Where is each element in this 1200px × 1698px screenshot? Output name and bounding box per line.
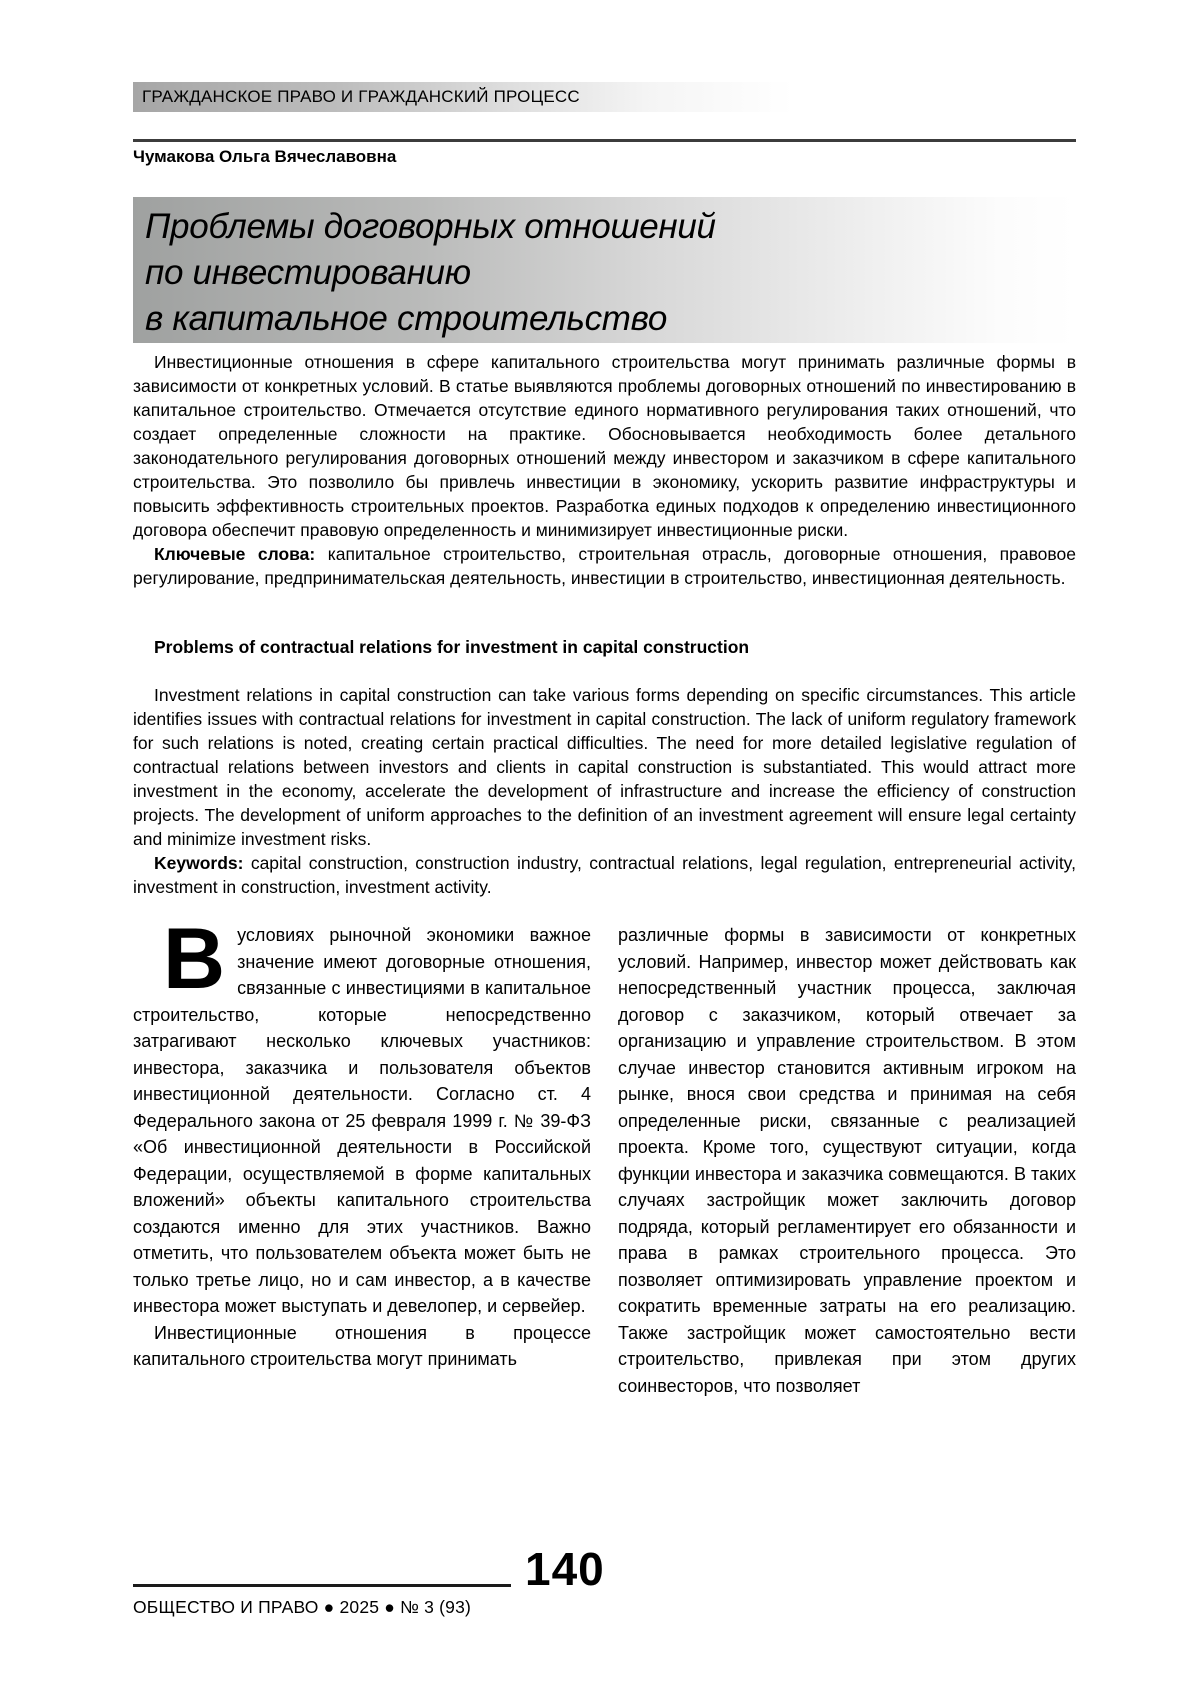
keywords-english-text: capital construction, construction industry, contractual relations, legal regulation, entrepreneurial activity, investment in construction, investment activity. [133, 853, 1076, 897]
left-column-paragraph-2: Инвестиционные отношения в процессе капитального строительства могут принимать [133, 1322, 591, 1369]
title-line-3: в капитальное строительство [145, 299, 667, 338]
left-column-paragraph-1 [133, 911, 591, 1320]
title-line-2: по инвестированию [145, 253, 471, 292]
keywords-russian-text: капитальное строительство, строительная отрасль, договорные отношения, правовое регулирование, предпринимательская деятельность, инвестиции в строительство, инвестиционная деятельность. [133, 544, 1076, 588]
abstract-russian [133, 350, 1076, 590]
article-title-block [133, 197, 1076, 343]
title-line-1: Проблемы договорных отношений [145, 207, 716, 246]
section-header-label: ГРАЖДАНСКОЕ ПРАВО И ГРАЖДАНСКИЙ ПРОЦЕСС [142, 87, 580, 106]
english-title: Problems of contractual relations for investment in capital construction [154, 637, 750, 657]
keywords-russian [133, 542, 1076, 590]
left-column [133, 911, 591, 1399]
abstract-english [133, 683, 1076, 899]
journal-line: ОБЩЕСТВО И ПРАВО ● 2025 ● № 3 (93) [133, 1597, 472, 1617]
footer-rule [133, 1584, 511, 1587]
abstract-english-text: Investment relations in capital construction can take various forms depending on specific circumstances. This article identifies issues with contractual relations for investment in capital construction. The lack of uniform regulatory framework for such relations is noted, creating certain practical difficulties. The need for more detailed legislative regulation of contractual relations between investors and clients in capital construction is substantiated. This would attract more investment in the economy, accelerate the development of infrastructure and increase the efficiency of construction projects. The development of uniform approaches to the definition of an investment agreement will ensure legal certainty and minimize investment risks. [133, 685, 1076, 849]
section-header-bar [133, 82, 1076, 112]
keywords-english-label: Keywords: [154, 853, 244, 873]
abstract-russian-text: Инвестиционные отношения в сфере капитального строительства могут принимать различные формы в зависимости от конкретных условий. В статье выявляются проблемы договорных отношений по инвестированию в капитальное строительство. Отмечается отсутствие единого нормативного регулирования таких отношений, что создает определенные сложности на практике. Обосновывается необходимость более детального законодательного регулирования договорных отношений между инвестором и заказчиком в сфере капитального строительства. Это позволило бы привлечь инвестиции в экономику, ускорить развитие инфраструктуры и повысить эффективность строительных проектов. Разработка единых подходов к определению инвестиционного договора обеспечит правовую определенность и минимизирует инвестиционные риски. [133, 352, 1076, 540]
drop-cap: В [163, 911, 226, 1007]
left-column-paragraph-1-text: условиях рыночной экономики важное значение имеют договорные отношения, связанные с инвестициями в капитальное строительство, которые непосредственно затрагивают несколько ключевых участников: инвестора, заказчика и пользователя объектов инвестиционной деятельности. Согласно ст. 4 Федерального закона от 25 февраля 1999 г. № 39-ФЗ «Об инвестиционной деятельности в Российской Федерации, осуществляемой в форме капитальных вложений» объекты капитального строительства создаются именно для этих участников. Важно отметить, что пользователем объекта может быть не только третье лицо, но и сам инвестор, а в качестве инвестора может выступать и девелопер, и сервейер. [133, 925, 591, 1316]
author-name: Чумакова Ольга Вячеславовна [133, 147, 397, 166]
page-footer [133, 1543, 1076, 1618]
page-content [133, 0, 1076, 1399]
page-number: 140 [525, 1543, 605, 1595]
body-columns [133, 911, 1076, 1399]
keywords-russian-label: Ключевые слова: [154, 544, 316, 564]
right-column [618, 922, 1076, 1399]
footer-row [133, 1543, 1076, 1595]
header-divider [133, 139, 1076, 142]
right-column-paragraph-1: различные формы в зависимости от конкретных условий. Например, инвестор может действовать как непосредственный участник процесса, заключая договор с заказчиком, который отвечает за организацию и управление строительством. В этом случае инвестор становится активным игроком на рынке, внося свои средства и принимая на себя определенные риски, связанные с реализацией проекта. Кроме того, существуют ситуации, когда функции инвестора и заказчика совмещаются. В таких случаях застройщик может заключить договор подряда, который регламентирует его обязанности и права в рамках строительного процесса. Это позволяет оптимизировать управление проектом и сократить временные затраты на его реализацию. Также застройщик может самостоятельно вести строительство, привлекая при этом других соинвесторов, что позволяет [618, 925, 1076, 1396]
keywords-english [133, 851, 1076, 899]
